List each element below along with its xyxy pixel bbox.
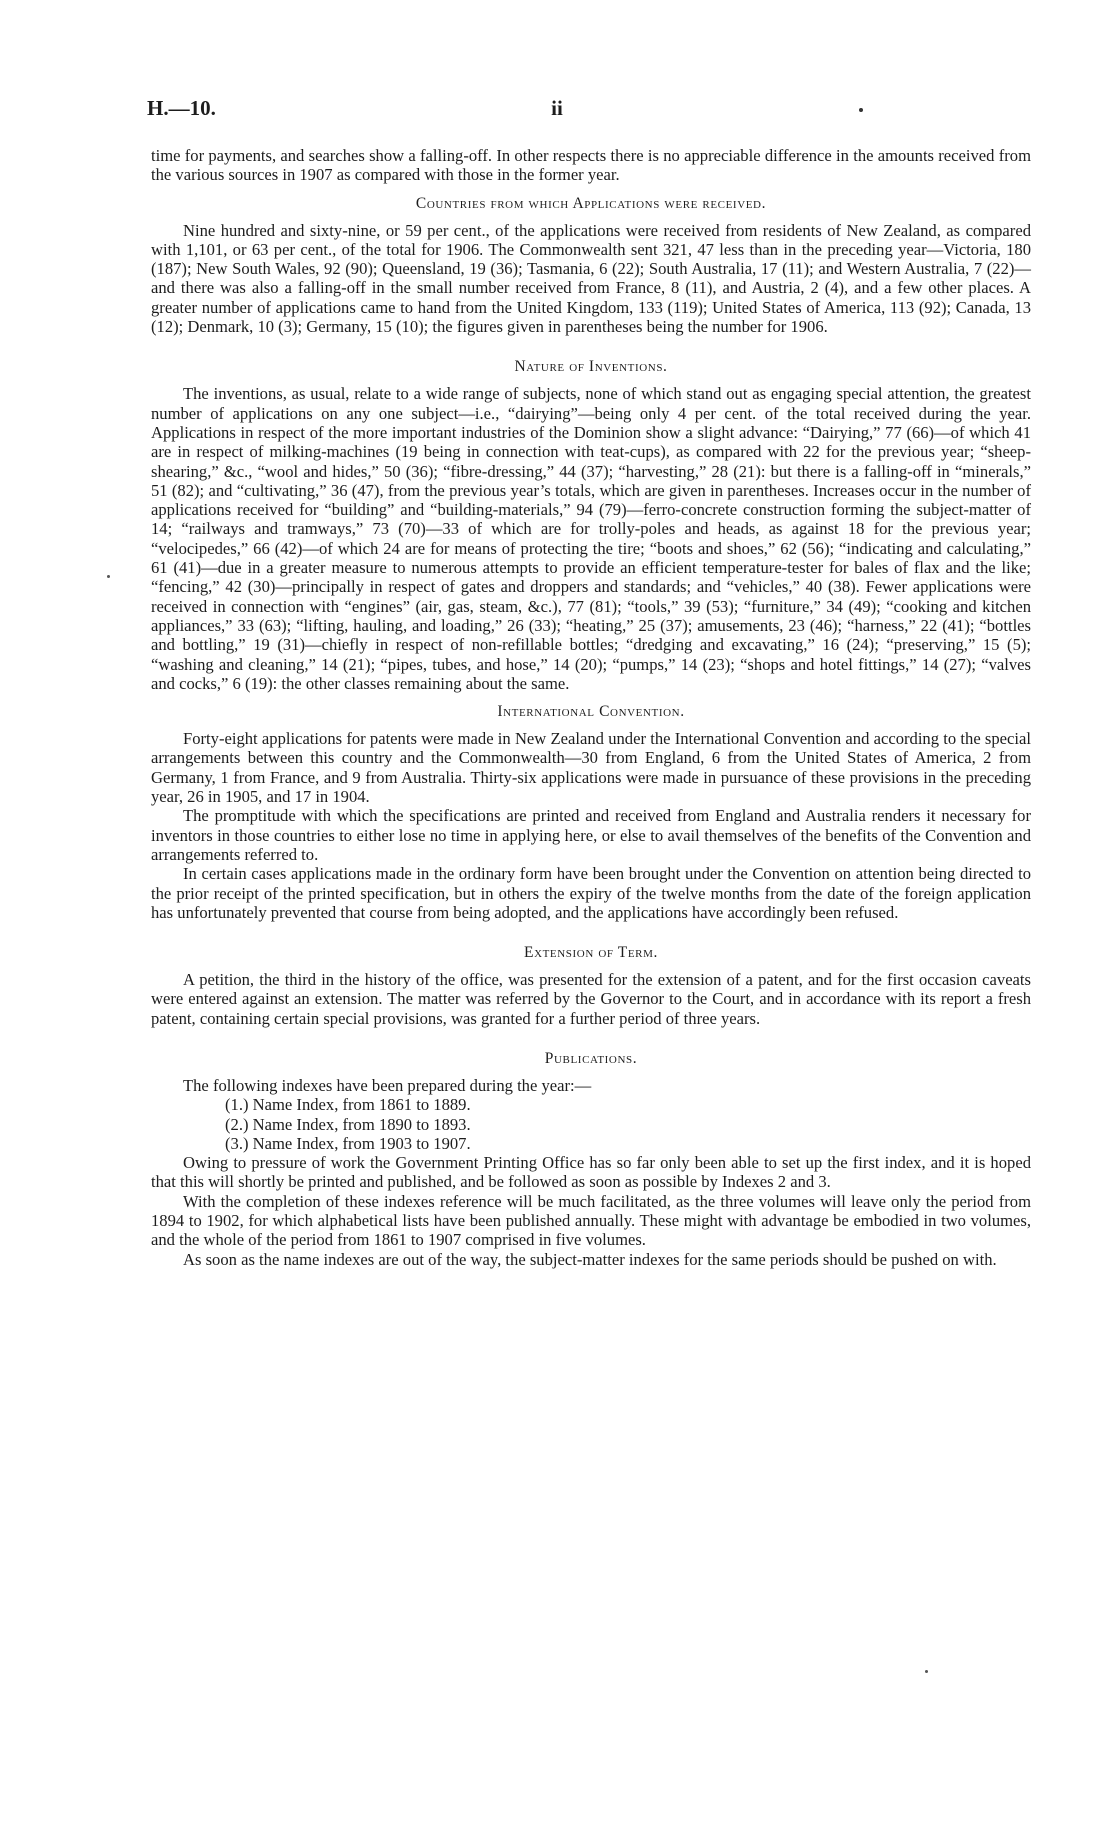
convention-paragraph-2: The promptitude with which the specifications are printed and received from England and Australia renders it necessary for inventors in those countries to either lose no time in applying here, or else to avail themselves of the benefits of the Convention and arrangements referred to. [151, 806, 1031, 864]
section-heading-publications: Publications. [544, 1049, 638, 1067]
page-header [147, 96, 967, 126]
publications-paragraph-1: Owing to pressure of work the Government Printing Office has so far only been able to set up the first index, and it is hoped that this will shortly be printed and published, and be followed as soon as possible by Indexes 2 and 3. [151, 1153, 1031, 1192]
print-mark [859, 108, 863, 112]
page-number: ii [551, 96, 563, 120]
index-list [151, 1095, 1031, 1153]
extension-paragraph: A petition, the third in the history of the office, was presented for the extension of a patent, and for the first occasion caveats were entered against an extension. The matter was referred by the Governor to the Court, and in accordance with its report a fresh patent, containing certain special provisions, was granted for a further period of three years. [151, 970, 1031, 1028]
print-mark [107, 575, 110, 578]
list-item: (1.) Name Index, from 1861 to 1889. [225, 1095, 471, 1115]
inventions-paragraph: The inventions, as usual, relate to a wide range of subjects, none of which stand out as engaging special attention, the greatest number of applications on any one subject—i.e., “dairying”—being only 4 per cent. of the total received during the year. Applications in respect of the more important industries of the Dominion show a slight advance: “Dairying,” 77 (66)—of which 41 are in respect of milking-machines (19 being in connection with teat-cups), as compared with 22 for the previous year; “sheep-shearing,” &c., “wool and hides,” 50 (36); “fibre-dressing,” 44 (37); “harvesting,” 28 (21): but there is a falling-off in “minerals,” 51 (82); and “cultivating,” 36 (47), from the previous year’s totals, which are given in parentheses. Increases occur in the number of applications received for “building” and “building-materials,” 94 (79)—ferro-concrete construction forming the subject-matter of 14; “railways and tramways,” 73 (70)—33 of which are for trolly-poles and heads, as against 18 for the previous year; “velocipedes,” 66 (42)—of which 24 are for means of protecting the tire; “boots and shoes,” 62 (56); “indicating and calculating,” 61 (41)—due in a greater measure to numerous attempts to provide an efficient temperature-tester for bales of flax and the like; “fencing,” 42 (30)—principally in respect of gates and droppers and standards; and “vehicles,” 40 (38). Fewer applications were received in connection with “engines” (air, gas, steam, &c.), 77 (81); “tools,” 39 (53); “furniture,” 34 (49); “cooking and kitchen appliances,” 33 (63); “lifting, hauling, and loading,” 26 (33); “heating,” 25 (37); amusements, 23 (46); “harness,” 22 (41); “bottles and bottling,” 19 (31)—chiefly in respect of non-refillable bottles; “dredging and excavating,” 16 (24); “preserving,” 15 (5); “washing and cleaning,” 14 (21); “pipes, tubes, and hose,” 14 (20); “pumps,” 14 (23); “shops and hotel fittings,” 14 (27); “valves and cocks,” 6 (19): the other classes remaining about the same. [151, 384, 1031, 693]
section-heading-countries: Countries from which Applications were received. [415, 194, 767, 212]
publications-paragraph-2: With the completion of these indexes reference will be much facilitated, as the three volumes will leave only the period from 1894 to 1902, for which alphabetical lists have been published annually. These might with advantage be embodied in two volumes, and the whole of the period from 1861 to 1907 comprised in five volumes. [151, 1191, 1031, 1250]
countries-paragraph: Nine hundred and sixty-nine, or 59 per cent., of the applications were received from residents of New Zealand, as compared with 1,101, or 63 per cent., of the total for 1906. The Commonwealth sent 321, 47 less than in the preceding year—Victoria, 180 (187); New South Wales, 92 (90); Queensland, 19 (36); Tasmania, 6 (22); South Australia, 17 (11); and Western Australia, 7 (22)—and there was also a falling-off in the small number received from France, 8 (11), and Austria, 2 (4), and a few other places. A greater number of applications came to hand from the United Kingdom, 133 (119); United States of America, 113 (92); Canada, 13 (12); Denmark, 10 (3); Germany, 15 (10); the figures given in parentheses being the number for 1906. [151, 220, 1031, 337]
publications-paragraph-3: As soon as the name indexes are out of the way, the subject-matter indexes for the same periods should be pushed on with. [183, 1249, 997, 1269]
intro-paragraph: time for payments, and searches show a falling-off. In other respects there is no appreciable difference in the amounts received from the various sources in 1907 as compared with those in the former year. [151, 146, 1031, 185]
convention-paragraph-1: Forty-eight applications for patents were made in New Zealand under the International Convention and according to the special arrangements between this country and the Commonwealth—30 from England, 6 from the United States of America, 2 from Germany, 1 from France, and 9 from Australia. Thirty-six applications were made in pursuance of these provisions in the preceding year, 26 in 1905, and 17 in 1904. [151, 729, 1031, 807]
convention-paragraph-3: In certain cases applications made in the ordinary form have been brought under the Convention on attention being directed to the prior receipt of the printed specification, but in others the expiry of the twelve months from the date of the foreign application has unfortunately prevented that course from being adopted, and the applications have accordingly been refused. [151, 864, 1031, 922]
list-item: (3.) Name Index, from 1903 to 1907. [225, 1133, 471, 1153]
publications-intro: The following indexes have been prepared during the year:— [183, 1075, 592, 1095]
section-heading-inventions: Nature of Inventions. [514, 358, 668, 376]
section-heading-convention: International Convention. [497, 703, 685, 721]
list-item: (2.) Name Index, from 1890 to 1893. [225, 1114, 471, 1134]
section-heading-extension: Extension of Term. [524, 944, 658, 962]
page-body [151, 146, 1031, 1269]
series-number: H.—10. [147, 96, 216, 120]
print-mark [925, 1670, 928, 1673]
